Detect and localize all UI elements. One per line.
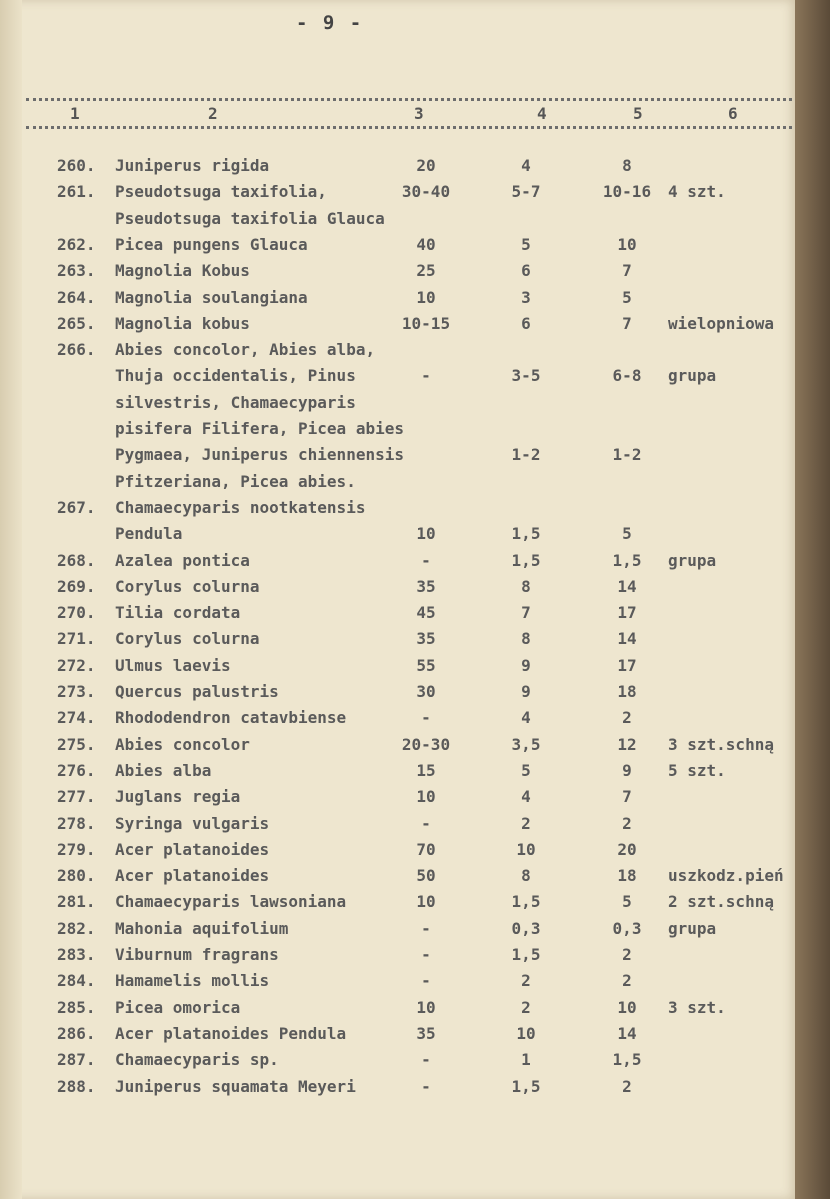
diameter-value: 14 <box>617 576 637 596</box>
age-value: - <box>421 918 431 938</box>
age-value: - <box>421 550 431 570</box>
diameter-value: 1,5 <box>612 550 642 570</box>
row-number: 265. <box>57 313 96 333</box>
age-value: - <box>421 708 431 728</box>
height-value: 1,5 <box>511 550 541 570</box>
age-value: - <box>421 1050 431 1070</box>
species-name: Juglans regia <box>115 787 241 807</box>
species-name: Picea pungens Glauca <box>115 234 308 254</box>
diameter-value: 17 <box>617 603 637 623</box>
diameter-value: 10 <box>617 234 637 254</box>
column-header-6: 6 <box>728 104 738 123</box>
species-name: Abies alba <box>115 760 212 780</box>
column-header-5: 5 <box>633 104 643 123</box>
height-value: 7 <box>521 603 531 623</box>
species-name: Chamaecyparis nootkatensis <box>115 497 366 517</box>
row-number: 282. <box>57 918 96 938</box>
diameter-value: 7 <box>622 787 632 807</box>
page-binding-edge <box>0 0 22 1199</box>
diameter-value: 10-16 <box>602 182 652 202</box>
header-rule-top <box>26 98 792 101</box>
diameter-value: 18 <box>617 866 637 886</box>
age-value: 35 <box>416 1023 436 1043</box>
row-number: 260. <box>57 156 96 175</box>
species-name: Magnolia Kobus <box>115 261 250 281</box>
row-number: 276. <box>57 760 96 780</box>
row-number: 268. <box>57 550 96 570</box>
row-number: 284. <box>57 971 96 991</box>
row-number: 285. <box>57 997 96 1017</box>
height-value: 4 <box>521 787 531 807</box>
row-number: 266. <box>57 340 96 360</box>
height-value: 2 <box>521 971 531 991</box>
row-number: 286. <box>57 1023 96 1043</box>
remarks-value: grupa <box>668 550 717 570</box>
height-value: 10 <box>516 1023 536 1043</box>
diameter-value: 2 <box>622 971 632 991</box>
diameter-value: 5 <box>622 892 632 912</box>
diameter-value: 9 <box>622 760 632 780</box>
height-value: 8 <box>521 866 531 886</box>
diameter-value: 7 <box>622 261 632 281</box>
column-header-3: 3 <box>414 104 424 123</box>
remarks-value: 3 szt. <box>668 997 726 1017</box>
age-value: 10 <box>416 892 436 912</box>
row-number: 272. <box>57 655 96 675</box>
diameter-value: 14 <box>617 1023 637 1043</box>
height-value: 2 <box>521 997 531 1017</box>
row-number: 263. <box>57 261 96 281</box>
height-value: 3 <box>521 287 531 307</box>
species-name: Magnolia kobus <box>115 313 250 333</box>
species-name: Abies concolor <box>115 734 250 754</box>
height-value: 0,3 <box>511 918 541 938</box>
age-value: 50 <box>416 866 436 886</box>
age-value: 40 <box>416 234 436 254</box>
age-value: 35 <box>416 576 436 596</box>
species-name: Magnolia soulangiana <box>115 287 308 307</box>
diameter-value: 2 <box>622 1076 632 1096</box>
diameter-value: 0,3 <box>612 918 642 938</box>
age-value: 20 <box>416 156 436 175</box>
diameter-value: 18 <box>617 682 637 701</box>
diameter-value: 12 <box>617 734 637 754</box>
row-number: 280. <box>57 866 96 886</box>
age-value: 20-30 <box>401 734 451 754</box>
height-value: 8 <box>521 629 531 649</box>
diameter-value: 7 <box>622 313 632 333</box>
diameter-value: 6-8 <box>612 366 642 386</box>
diameter-value: 1-2 <box>612 445 642 465</box>
page-number: - 9 - <box>296 12 364 34</box>
species-name: Abies concolor, Abies alba, <box>115 340 376 360</box>
diameter-value: 17 <box>617 655 637 675</box>
height-value: 1,5 <box>511 1076 541 1096</box>
age-value: 30-40 <box>401 182 451 202</box>
row-number: 264. <box>57 287 96 307</box>
header-rule-bottom <box>26 126 792 129</box>
species-name: Syringa vulgaris <box>115 813 270 833</box>
remarks-value: 5 szt. <box>668 760 726 780</box>
species-name: Acer platanoides Pendula <box>115 1023 347 1043</box>
height-value: 4 <box>521 708 531 728</box>
species-name: Pseudotsuga taxifolia Glauca <box>115 208 385 228</box>
row-number: 287. <box>57 1050 96 1070</box>
row-number: 270. <box>57 603 96 623</box>
height-value: 1,5 <box>511 892 541 912</box>
species-name: silvestris, Chamaecyparis <box>115 392 356 412</box>
diameter-value: 5 <box>622 287 632 307</box>
species-name: Corylus colurna <box>115 576 260 596</box>
row-number: 278. <box>57 813 96 833</box>
species-name: Azalea pontica <box>115 550 250 570</box>
age-value: - <box>421 971 431 991</box>
remarks-value: grupa <box>668 366 717 386</box>
age-value: - <box>421 945 431 964</box>
species-name: Viburnum fragrans <box>115 945 279 964</box>
height-value: 1 <box>521 1050 531 1070</box>
remarks-value: wielopniowa <box>668 313 774 333</box>
height-value: 10 <box>516 839 536 859</box>
row-number: 274. <box>57 708 96 728</box>
column-header-4: 4 <box>537 104 547 123</box>
species-name: Chamaecyparis lawsoniana <box>115 892 347 912</box>
diameter-value: 2 <box>622 813 632 833</box>
height-value: 6 <box>521 313 531 333</box>
diameter-value: 5 <box>622 524 632 544</box>
species-name: Juniperus squamata Meyeri <box>115 1076 356 1096</box>
age-value: 25 <box>416 261 436 281</box>
height-value: 9 <box>521 682 531 701</box>
age-value: 10 <box>416 787 436 807</box>
age-value: 10-15 <box>401 313 451 333</box>
age-value: 30 <box>416 682 436 701</box>
row-number: 288. <box>57 1076 96 1096</box>
species-name: Pseudotsuga taxifolia, <box>115 182 327 202</box>
species-name: Corylus colurna <box>115 629 260 649</box>
age-value: 70 <box>416 839 436 859</box>
age-value: 35 <box>416 629 436 649</box>
species-name: Pendula <box>115 524 183 544</box>
row-number: 267. <box>57 497 96 517</box>
diameter-value: 2 <box>622 708 632 728</box>
species-name: Picea omorica <box>115 997 241 1017</box>
height-value: 9 <box>521 655 531 675</box>
remarks-value: 2 szt.schną <box>668 892 774 912</box>
remarks-value: 3 szt.schną <box>668 734 774 754</box>
remarks-value: grupa <box>668 918 717 938</box>
remarks-value: 4 szt. <box>668 182 726 202</box>
age-value: 15 <box>416 760 436 780</box>
row-number: 281. <box>57 892 96 912</box>
height-value: 6 <box>521 261 531 281</box>
height-value: 5 <box>521 234 531 254</box>
height-value: 2 <box>521 813 531 833</box>
species-name: Juniperus rigida <box>115 156 270 175</box>
row-number: 283. <box>57 945 96 964</box>
diameter-value: 2 <box>622 945 632 964</box>
row-number: 262. <box>57 234 96 254</box>
row-number: 273. <box>57 682 96 701</box>
age-value: 45 <box>416 603 436 623</box>
row-number: 269. <box>57 576 96 596</box>
column-header-2: 2 <box>208 104 218 123</box>
row-number: 277. <box>57 787 96 807</box>
height-value: 8 <box>521 576 531 596</box>
age-value: 55 <box>416 655 436 675</box>
species-name: Pfitzeriana, Picea abies. <box>115 471 356 491</box>
row-number: 279. <box>57 839 96 859</box>
remarks-value: uszkodz.pień <box>668 866 784 886</box>
species-name: Acer platanoides <box>115 866 270 886</box>
diameter-value: 1,5 <box>612 1050 642 1070</box>
row-number: 271. <box>57 629 96 649</box>
species-name: Pygmaea, Juniperus chiennensis <box>115 445 404 465</box>
height-value: 3-5 <box>511 366 541 386</box>
age-value: - <box>421 813 431 833</box>
age-value: 10 <box>416 524 436 544</box>
column-header-1: 1 <box>70 104 80 123</box>
diameter-value: 14 <box>617 629 637 649</box>
height-value: 5 <box>521 760 531 780</box>
species-name: pisifera Filifera, Picea abies <box>115 419 404 438</box>
row-number: 275. <box>57 734 96 754</box>
diameter-value: 8 <box>622 156 632 175</box>
species-name: Tilia cordata <box>115 603 241 623</box>
row-number: 261. <box>57 182 96 202</box>
species-name: Mahonia aquifolium <box>115 918 289 938</box>
height-value: 3,5 <box>511 734 541 754</box>
age-value: 10 <box>416 997 436 1017</box>
species-name: Acer platanoides <box>115 839 270 859</box>
age-value: - <box>421 1076 431 1096</box>
height-value: 4 <box>521 156 531 175</box>
height-value: 1-2 <box>511 445 541 465</box>
height-value: 1,5 <box>511 524 541 544</box>
diameter-value: 10 <box>617 997 637 1017</box>
book-edge <box>795 0 830 1199</box>
species-name: Thuja occidentalis, Pinus <box>115 366 356 386</box>
height-value: 5-7 <box>511 182 541 202</box>
species-name: Rhododendron catavbiense <box>115 708 347 728</box>
species-name: Quercus palustris <box>115 682 279 701</box>
species-name: Hamamelis mollis <box>115 971 270 991</box>
age-value: 10 <box>416 287 436 307</box>
species-name: Ulmus laevis <box>115 655 231 675</box>
height-value: 1,5 <box>511 945 541 964</box>
diameter-value: 20 <box>617 839 637 859</box>
species-name: Chamaecyparis sp. <box>115 1050 279 1070</box>
age-value: - <box>421 366 431 386</box>
